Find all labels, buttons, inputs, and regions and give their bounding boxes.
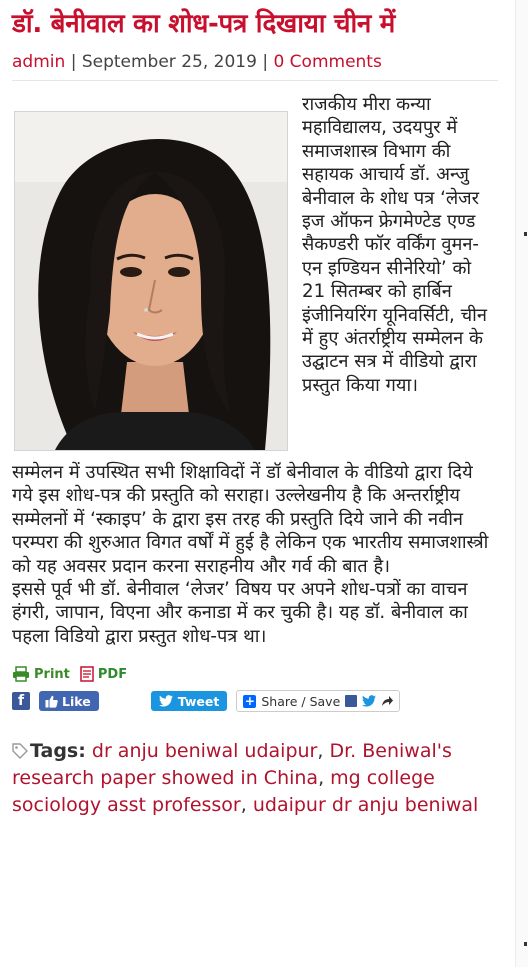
tags-label: Tags:: [30, 740, 86, 763]
post-date: September 25, 2019: [81, 52, 257, 72]
scroll-mark: [524, 942, 527, 946]
share-save-button[interactable]: [236, 690, 400, 712]
pdf-button[interactable]: [80, 666, 127, 682]
post-meta: [12, 50, 498, 74]
tweet-button[interactable]: [151, 691, 228, 711]
pdf-icon: [80, 666, 94, 682]
printer-icon: [12, 666, 30, 682]
thumbs-up-icon: [45, 695, 58, 708]
tag-separator: ,: [240, 794, 253, 817]
social-share-bar: [12, 690, 498, 712]
share-label: Share / Save: [261, 693, 341, 709]
tag-icon: [12, 743, 28, 759]
scroll-mark: [524, 232, 527, 236]
body-paragraph: राजकीय मीरा कन्या महाविद्यालय, उदयपुर में समाजशास्त्र विभाग की सहायक आचार्य डॉ. अन्जु बेनीवाल के शोध पत्र ‘लेजर इज ऑफन फ्रेगमेण्टेड एण्ड सैकण्डरी फॉर वर्किंग वुमन- एन इण्डियन सीनेरियो’ को 21 सितम्बर को हार्बिन इंजीनियरिंग यूनिवर्सिटी, चीन में हुए अंतर्राष्ट्रीय सम्मेलन के उद्घाटन सत्र में वीडियो द्वारा प्रस्तुत किया गया।: [302, 94, 487, 396]
meta-separator: |: [262, 52, 269, 72]
plus-icon: +: [244, 693, 255, 708]
body-paragraph: इससे पूर्व भी डॉ. बेनीवाल ‘लेजर’ विषय पर अपने शोध-पत्रों का वाचन हंगरी, जापान, विएना और कनाडा में कर चुकी है। यह डॉ. बेनीवाल का पहला विडियो द्वारा प्रस्तुत शोध-पत्र था।: [12, 579, 468, 647]
tag-link[interactable]: udaipur dr anju beniwal: [252, 794, 479, 817]
print-button[interactable]: [12, 666, 70, 682]
twitter-bird-icon: [159, 695, 173, 707]
print-label: Print: [34, 666, 70, 682]
meta-separator: |: [70, 52, 77, 72]
post-tags: [12, 738, 498, 819]
tag-link[interactable]: Dr. Beniwal's research paper showed in China: [12, 740, 452, 790]
facebook-like-button[interactable]: [39, 691, 99, 711]
comments-link[interactable]: 0 Comments: [273, 52, 382, 72]
facebook-icon[interactable]: f: [12, 692, 30, 710]
tag-separator: ,: [318, 767, 331, 790]
print-pdf-bar: [12, 664, 498, 684]
twitter-small-icon[interactable]: [362, 695, 376, 707]
tweet-label: Tweet: [177, 693, 220, 709]
facebook-small-icon[interactable]: [345, 695, 357, 707]
meta-divider: [12, 80, 498, 81]
like-label: Like: [62, 693, 91, 709]
post-title[interactable]: डॉ. बेनीवाल का शोध-पत्र दिखाया चीन में: [12, 9, 396, 39]
tag-link[interactable]: dr anju beniwal udaipur: [91, 740, 318, 763]
portrait-image: [15, 112, 287, 450]
sidebar-edge: [515, 0, 528, 967]
author-link[interactable]: admin: [12, 52, 66, 72]
share-arrow-icon[interactable]: [381, 695, 393, 707]
tag-link[interactable]: mg college sociology asst professor: [12, 767, 435, 817]
author-photo: [14, 111, 288, 451]
article: [12, 0, 498, 819]
body-paragraph: सम्मेलन में उपस्थित सभी शिक्षाविदों नें डॉ बेनीवाल के वीडियो द्वारा दिये गये इस शोध-पत्र की प्रस्तुति को सराहा। उल्लेखनीय है कि अन्तर्राष्ट्रीय सम्मेलनों में ‘स्काइप’ के द्वारा इस तरह की प्रस्तुति दिये जाने की नवीन परम्परा की शुरुआत विगत वर्षों में हुई है लेकिन एक भारतीय समाजशास्त्री को यह अवसर प्रदान करना सराहनीय और गर्व की बात है।: [12, 462, 489, 577]
pdf-label: PDF: [97, 666, 128, 682]
tag-separator: ,: [317, 740, 330, 763]
